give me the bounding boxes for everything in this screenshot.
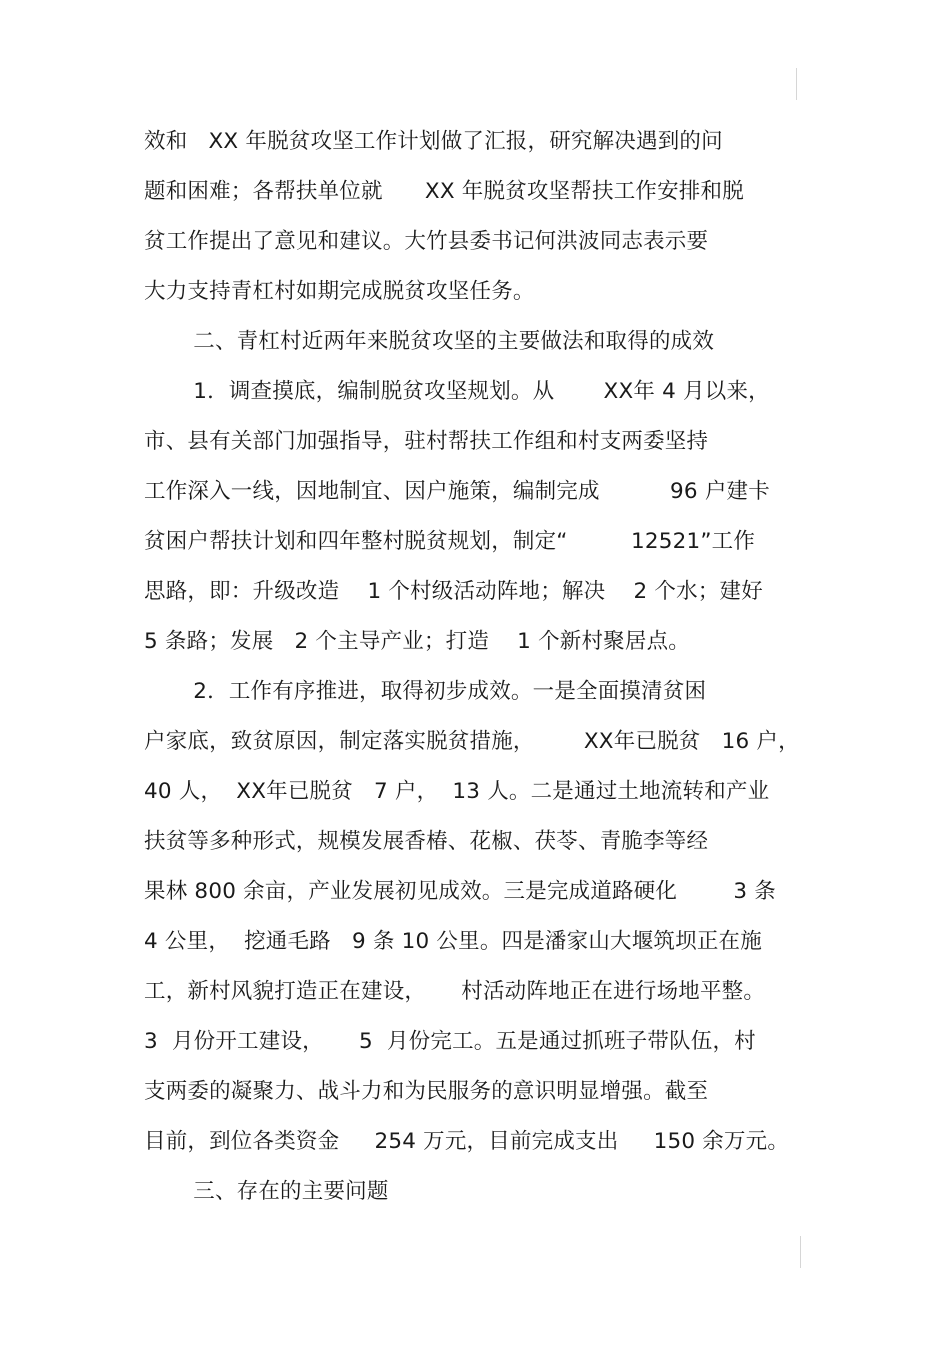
section-heading: 三、存在的主要问题: [144, 1179, 389, 1204]
text-line: 市、县有关部门加强指导，驻村帮扶工作组和村支两委坚持: [144, 429, 709, 454]
text-line: 工，新村风貌打造正在建设， 村活动阵地正在进行场地平整。: [144, 979, 766, 1004]
text-line: 贫工作提出了意见和建议。大竹县委书记何洪波同志表示要: [144, 229, 709, 254]
text-line: 目前，到位各类资金 254 万元，目前完成支出 150 余万元。: [144, 1129, 790, 1154]
text-line: 支两委的凝聚力、战斗力和为民服务的意识明显增强。截至: [144, 1079, 709, 1104]
text-line: 2．工作有序推进，取得初步成效。一是全面摸清贫困: [144, 679, 707, 704]
text-line: 贫困户帮扶计划和四年整村脱贫规划，制定“ 12521”工作: [144, 529, 756, 554]
text-line: 40 人， XX年已脱贫 7 户， 13 人。二是通过土地流转和产业: [144, 779, 770, 804]
text-line: 果林 800 余亩，产业发展初见成效。三是完成道路硬化 3 条: [144, 879, 776, 904]
text-line: 3 月份开工建设， 5 月份完工。五是通过抓班子带队伍，村: [144, 1029, 756, 1054]
text-line: 5 条路；发展 2 个主导产业；打造 1 个新村聚居点。: [144, 629, 690, 654]
text-line: 思路，即：升级改造 1 个村级活动阵地；解决 2 个水；建好: [144, 579, 763, 604]
text-line: 大力支持青杠村如期完成脱贫攻坚任务。: [144, 279, 535, 304]
text-line: 效和 XX 年脱贫攻坚工作计划做了汇报，研究解决遇到的问: [144, 129, 723, 154]
text-line: 题和困难；各帮扶单位就 XX 年脱贫攻坚帮扶工作安排和脱: [144, 179, 744, 204]
page-margin-mark-bottom: [800, 1236, 801, 1268]
text-line: 工作深入一线，因地制宜、因户施策，编制完成 96 户建卡: [144, 479, 770, 504]
text-line: 4 公里， 挖通毛路 9 条 10 公里。四是潘家山大堰筑坝正在施: [144, 929, 762, 954]
text-line: 扶贫等多种形式，规模发展香椿、花椒、茯苓、青脆李等经: [144, 829, 709, 854]
text-line: 户家底，致贫原因，制定落实脱贫措施， XX年已脱贫 16 户，: [144, 729, 800, 754]
section-heading: 二、青杠村近两年来脱贫攻坚的主要做法和取得的成效: [144, 329, 715, 354]
page-margin-mark-top: [796, 68, 797, 100]
text-line: 1．调查摸底，编制脱贫攻坚规划。从 XX年 4 月以来，: [144, 379, 770, 404]
